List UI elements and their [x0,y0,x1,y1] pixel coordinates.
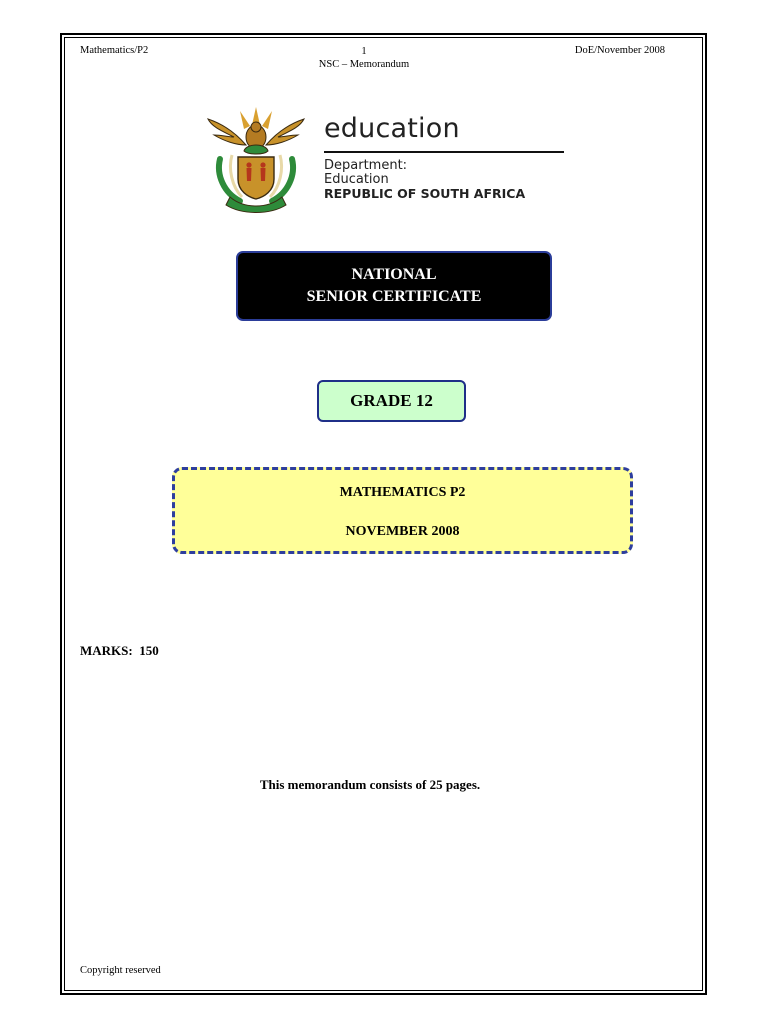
copyright-footer: Copyright reserved [80,965,161,976]
certificate-line-1: NATIONAL [351,266,437,283]
page-count-note: This memorandum consists of 25 pages. [259,777,481,792]
certificate-box [236,251,552,321]
header-subject: Mathematics/P2 [80,45,149,56]
logo-wordmark: education [324,113,460,144]
protea [244,145,268,154]
coat-of-arms-icon [200,105,312,213]
marks-total: MARKS: 150 [80,643,159,658]
subject-title: MATHEMATICS P2 [339,485,466,500]
left-wing [208,119,246,145]
header-page-number: 1 [361,46,367,57]
header-subtitle: NSC – Memorandum [318,59,410,70]
grade-label: GRADE 12 [350,391,433,410]
subject-date: NOVEMBER 2008 [345,524,460,539]
shield [238,157,274,199]
subject-box [172,467,633,554]
grade-box [317,380,466,422]
logo-education: Education [324,172,389,187]
logo-department: Department: [324,158,408,173]
logo-divider [324,151,564,153]
logo-country: REPUBLIC OF SOUTH AFRICA [324,186,526,201]
right-wing [266,119,304,145]
header-date: DoE/November 2008 [574,45,665,56]
certificate-line-2: SENIOR CERTIFICATE [306,288,482,305]
